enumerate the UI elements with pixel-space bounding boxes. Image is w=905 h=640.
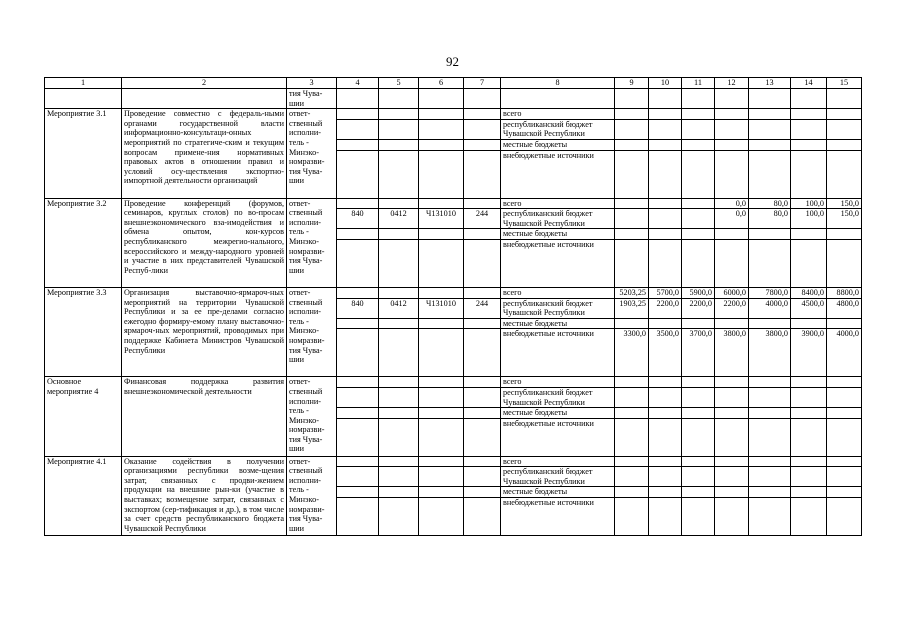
- budget-code: [337, 139, 379, 150]
- page-number: 92: [446, 54, 459, 69]
- table-cell: [827, 89, 862, 109]
- funding-value: [715, 377, 749, 388]
- funding-value: 3300,0: [615, 329, 649, 377]
- budget-code: [337, 150, 379, 198]
- budget-code: [464, 387, 501, 407]
- funding-value: [827, 229, 862, 240]
- event-source-row: [45, 109, 862, 120]
- event-responsible: ответ- ственный исполни- тель - Минэко- номразви- тия Чува- шии: [287, 198, 337, 287]
- budget-code: [464, 467, 501, 487]
- funding-value: [649, 119, 682, 139]
- column-number: 15: [827, 78, 862, 89]
- budget-code: [464, 139, 501, 150]
- table-cell: [122, 89, 287, 109]
- event-responsible: ответ- ственный исполни- тель - Минэко- номразви- тия Чува- шии: [287, 287, 337, 376]
- budget-code: [464, 418, 501, 456]
- event-description: Организация выставочно-ярмароч-ных мероприятий на территории Чувашской Республики и за ее пре-делами согласно ежегодно формиру-емому плану выставочно-ярмароч-ных мероприятий, проводимых при поддержке Кабинета Министров Чувашской Республики: [122, 287, 287, 376]
- funding-value: 100,0: [791, 198, 827, 209]
- funding-value: [827, 239, 862, 287]
- table-cell: [615, 89, 649, 109]
- event-description: Проведение конференций (форумов, семинаров, круглых столов) по во-просам внешнеэкономического вза-имодействия и обмена опытом, кон-курсов республиканского межрегио-нального, всероссийского и между-народного уровней и участие в них представителей Чувашской Респуб-лики: [122, 198, 287, 287]
- responsible-continuation: тия Чува- шии: [287, 89, 337, 109]
- table-cell: [464, 89, 501, 109]
- event-name: Основное мероприятие 4: [45, 377, 122, 456]
- budget-code: [379, 150, 419, 198]
- budget-code: [379, 287, 419, 298]
- funding-value: [827, 109, 862, 120]
- funding-source: всего: [501, 198, 615, 209]
- funding-value: [715, 119, 749, 139]
- budget-code: [419, 119, 464, 139]
- funding-value: [715, 109, 749, 120]
- column-number: 1: [45, 78, 122, 89]
- funding-value: [715, 318, 749, 329]
- funding-source: всего: [501, 456, 615, 467]
- event-name: Мероприятие 4.1: [45, 456, 122, 535]
- event-description: Оказание содействия в получении организациями республики возме-щения затрат, связанных с продви-жением продукции на внешние рын-ки (участие в выставках; возмещение затрат, связанных с экспортом (сер-тификация и др.), в том числе за счет средств республиканского бюджета Чувашской Республики: [122, 456, 287, 535]
- funding-value: [682, 318, 715, 329]
- funding-source: республиканский бюджет Чувашской Республики: [501, 209, 615, 229]
- funding-value: [715, 408, 749, 419]
- budget-code: [337, 239, 379, 287]
- program-events-table: [44, 77, 862, 536]
- funding-value: [615, 377, 649, 388]
- funding-value: [749, 498, 791, 536]
- funding-value: [649, 498, 682, 536]
- funding-value: 150,0: [827, 209, 862, 229]
- budget-code: Ч131010: [419, 298, 464, 318]
- funding-value: [682, 150, 715, 198]
- budget-code: Ч131010: [419, 209, 464, 229]
- funding-source: местные бюджеты: [501, 487, 615, 498]
- funding-value: 5900,0: [682, 287, 715, 298]
- budget-code: [337, 287, 379, 298]
- funding-value: [791, 387, 827, 407]
- funding-value: 3800,0: [715, 329, 749, 377]
- budget-code: [419, 456, 464, 467]
- funding-value: 6000,0: [715, 287, 749, 298]
- funding-value: 4000,0: [749, 298, 791, 318]
- funding-value: [682, 119, 715, 139]
- funding-value: [715, 487, 749, 498]
- budget-code: [379, 119, 419, 139]
- budget-code: [379, 408, 419, 419]
- event-responsible: ответ- ственный исполни- тель - Минэко- номразви- тия Чува- шии: [287, 377, 337, 456]
- funding-value: [791, 498, 827, 536]
- funding-value: [682, 387, 715, 407]
- funding-source: внебюджетные источники: [501, 239, 615, 287]
- budget-code: [464, 119, 501, 139]
- budget-code: 244: [464, 209, 501, 229]
- funding-source: местные бюджеты: [501, 318, 615, 329]
- funding-value: [749, 387, 791, 407]
- funding-value: [615, 119, 649, 139]
- budget-code: [419, 329, 464, 377]
- budget-code: [337, 467, 379, 487]
- budget-code: [419, 198, 464, 209]
- funding-source: внебюджетные источники: [501, 418, 615, 456]
- budget-code: [464, 456, 501, 467]
- budget-code: [464, 198, 501, 209]
- funding-value: [749, 239, 791, 287]
- funding-value: [749, 487, 791, 498]
- budget-code: [379, 329, 419, 377]
- budget-code: [337, 229, 379, 240]
- funding-value: 8800,0: [827, 287, 862, 298]
- budget-code: [419, 139, 464, 150]
- funding-value: [749, 139, 791, 150]
- funding-value: [682, 498, 715, 536]
- funding-value: [649, 487, 682, 498]
- funding-value: [649, 239, 682, 287]
- budget-code: [464, 239, 501, 287]
- funding-value: [715, 456, 749, 467]
- funding-value: [682, 467, 715, 487]
- column-number: 8: [501, 78, 615, 89]
- budget-code: [337, 318, 379, 329]
- budget-code: 0412: [379, 209, 419, 229]
- budget-code: [464, 109, 501, 120]
- funding-value: [791, 139, 827, 150]
- funding-source: внебюджетные источники: [501, 498, 615, 536]
- column-number: 14: [791, 78, 827, 89]
- budget-code: [379, 109, 419, 120]
- budget-code: [379, 456, 419, 467]
- table-cell: [715, 89, 749, 109]
- funding-value: [791, 408, 827, 419]
- funding-value: [649, 229, 682, 240]
- funding-value: 0,0: [715, 198, 749, 209]
- funding-value: [749, 456, 791, 467]
- table-cell: [45, 89, 122, 109]
- funding-source: местные бюджеты: [501, 139, 615, 150]
- table-cell: [791, 89, 827, 109]
- funding-value: 5203,25: [615, 287, 649, 298]
- budget-code: [464, 318, 501, 329]
- budget-code: [379, 139, 419, 150]
- funding-value: 80,0: [749, 209, 791, 229]
- budget-code: [419, 150, 464, 198]
- column-number: 9: [615, 78, 649, 89]
- budget-code: [419, 377, 464, 388]
- column-number: 2: [122, 78, 287, 89]
- table-cell: [749, 89, 791, 109]
- budget-code: 244: [464, 298, 501, 318]
- funding-value: [749, 109, 791, 120]
- funding-value: [749, 467, 791, 487]
- funding-value: [791, 109, 827, 120]
- funding-value: [827, 150, 862, 198]
- column-number: 3: [287, 78, 337, 89]
- column-number: 6: [419, 78, 464, 89]
- funding-value: [749, 408, 791, 419]
- funding-value: [715, 467, 749, 487]
- funding-value: [682, 229, 715, 240]
- budget-code: [464, 487, 501, 498]
- budget-code: [337, 329, 379, 377]
- funding-source: республиканский бюджет Чувашской Республики: [501, 298, 615, 318]
- funding-value: [682, 487, 715, 498]
- budget-code: [337, 487, 379, 498]
- funding-value: [715, 498, 749, 536]
- funding-value: [682, 408, 715, 419]
- budget-code: [379, 387, 419, 407]
- event-description: Проведение совместно с федераль-ными органами государственной власти информационно-консультаци-онных мероприятий по стратегиче-ским и текущим вопросам примене-ния нормативных правовых актов в отношении правил и условий осу-ществления экспортно-импортной деятельности организаций: [122, 109, 287, 198]
- budget-code: [379, 229, 419, 240]
- budget-code: [337, 387, 379, 407]
- table-cell: [419, 89, 464, 109]
- budget-code: [337, 198, 379, 209]
- table-cell: [379, 89, 419, 109]
- budget-code: [464, 329, 501, 377]
- budget-code: [337, 408, 379, 419]
- funding-value: [649, 198, 682, 209]
- budget-code: [379, 198, 419, 209]
- budget-code: [379, 418, 419, 456]
- funding-value: [649, 209, 682, 229]
- funding-value: [649, 387, 682, 407]
- funding-source: внебюджетные источники: [501, 150, 615, 198]
- funding-value: 2200,0: [715, 298, 749, 318]
- funding-value: [615, 408, 649, 419]
- funding-value: [749, 377, 791, 388]
- budget-code: [419, 287, 464, 298]
- budget-code: 840: [337, 298, 379, 318]
- budget-code: [464, 150, 501, 198]
- budget-code: [337, 119, 379, 139]
- funding-value: [649, 456, 682, 467]
- funding-value: 100,0: [791, 209, 827, 229]
- event-responsible: ответ- ственный исполни- тель - Минэко- номразви- тия Чува- шии: [287, 456, 337, 535]
- funding-value: 8400,0: [791, 287, 827, 298]
- funding-value: [827, 498, 862, 536]
- column-number: 13: [749, 78, 791, 89]
- funding-value: 7800,0: [749, 287, 791, 298]
- funding-value: [615, 239, 649, 287]
- funding-value: 3900,0: [791, 329, 827, 377]
- budget-code: [419, 418, 464, 456]
- funding-value: [649, 150, 682, 198]
- event-description: Финансовая поддержка развития внешнеэкономической деятельности: [122, 377, 287, 456]
- funding-value: [749, 318, 791, 329]
- funding-value: [791, 487, 827, 498]
- funding-source: местные бюджеты: [501, 229, 615, 240]
- funding-value: 5700,0: [649, 287, 682, 298]
- funding-value: [791, 467, 827, 487]
- event-source-row: [45, 456, 862, 467]
- funding-value: [649, 418, 682, 456]
- column-number: 12: [715, 78, 749, 89]
- budget-code: [337, 377, 379, 388]
- funding-source: внебюджетные источники: [501, 329, 615, 377]
- column-number: 7: [464, 78, 501, 89]
- event-source-row: [45, 287, 862, 298]
- continuation-row: [45, 89, 862, 109]
- budget-code: 840: [337, 209, 379, 229]
- table-cell: [682, 89, 715, 109]
- funding-value: [791, 150, 827, 198]
- funding-value: [827, 418, 862, 456]
- funding-value: [715, 150, 749, 198]
- funding-value: 2200,0: [682, 298, 715, 318]
- funding-value: [791, 119, 827, 139]
- table-cell: [501, 89, 615, 109]
- column-number: 10: [649, 78, 682, 89]
- funding-source: республиканский бюджет Чувашской Республики: [501, 119, 615, 139]
- funding-value: [682, 418, 715, 456]
- funding-value: [682, 209, 715, 229]
- funding-value: 150,0: [827, 198, 862, 209]
- funding-value: [827, 408, 862, 419]
- funding-value: [615, 198, 649, 209]
- column-number: 4: [337, 78, 379, 89]
- funding-value: [615, 209, 649, 229]
- funding-source: республиканский бюджет Чувашской Республики: [501, 387, 615, 407]
- funding-value: [749, 418, 791, 456]
- event-source-row: [45, 198, 862, 209]
- funding-value: [715, 239, 749, 287]
- budget-code: [419, 387, 464, 407]
- funding-value: 3500,0: [649, 329, 682, 377]
- funding-value: [615, 387, 649, 407]
- event-name: Мероприятие 3.2: [45, 198, 122, 287]
- funding-value: [615, 487, 649, 498]
- funding-value: [791, 318, 827, 329]
- event-name: Мероприятие 3.1: [45, 109, 122, 198]
- budget-code: [379, 498, 419, 536]
- funding-value: [682, 377, 715, 388]
- funding-value: 80,0: [749, 198, 791, 209]
- funding-source: всего: [501, 377, 615, 388]
- funding-value: [715, 139, 749, 150]
- funding-value: [682, 198, 715, 209]
- funding-value: 3800,0: [749, 329, 791, 377]
- funding-value: 1903,25: [615, 298, 649, 318]
- budget-code: [464, 287, 501, 298]
- budget-code: [337, 109, 379, 120]
- funding-value: [715, 418, 749, 456]
- funding-value: 0,0: [715, 209, 749, 229]
- budget-code: [419, 239, 464, 287]
- budget-code: [464, 498, 501, 536]
- funding-source: всего: [501, 109, 615, 120]
- budget-code: [464, 229, 501, 240]
- funding-value: 4800,0: [827, 298, 862, 318]
- funding-source: местные бюджеты: [501, 408, 615, 419]
- budget-code: [419, 229, 464, 240]
- funding-value: [749, 229, 791, 240]
- funding-value: [791, 418, 827, 456]
- budget-code: [419, 318, 464, 329]
- column-number: 11: [682, 78, 715, 89]
- budget-code: 0412: [379, 298, 419, 318]
- funding-value: [682, 109, 715, 120]
- funding-value: [749, 150, 791, 198]
- funding-value: [827, 318, 862, 329]
- budget-code: [379, 377, 419, 388]
- funding-value: [615, 109, 649, 120]
- funding-value: [791, 377, 827, 388]
- budget-code: [379, 467, 419, 487]
- funding-value: [827, 139, 862, 150]
- budget-code: [379, 487, 419, 498]
- funding-value: [649, 139, 682, 150]
- budget-code: [419, 408, 464, 419]
- funding-value: [827, 467, 862, 487]
- funding-value: [682, 139, 715, 150]
- funding-value: [682, 239, 715, 287]
- funding-value: [827, 377, 862, 388]
- funding-value: [827, 387, 862, 407]
- event-responsible: ответ- ственный исполни- тель - Минэко- номразви- тия Чува- шии: [287, 109, 337, 198]
- funding-value: 3700,0: [682, 329, 715, 377]
- budget-code: [379, 318, 419, 329]
- budget-code: [337, 456, 379, 467]
- funding-value: [827, 119, 862, 139]
- budget-code: [337, 498, 379, 536]
- funding-value: [649, 467, 682, 487]
- funding-value: [715, 229, 749, 240]
- budget-code: [464, 377, 501, 388]
- budget-code: [379, 239, 419, 287]
- funding-value: [615, 229, 649, 240]
- funding-value: [615, 418, 649, 456]
- event-name: Мероприятие 3.3: [45, 287, 122, 376]
- funding-value: [615, 318, 649, 329]
- budget-code: [419, 109, 464, 120]
- funding-value: [791, 239, 827, 287]
- table-cell: [337, 89, 379, 109]
- funding-value: [682, 456, 715, 467]
- header-row: [45, 78, 862, 89]
- funding-source: всего: [501, 287, 615, 298]
- funding-value: 2200,0: [649, 298, 682, 318]
- funding-value: [649, 109, 682, 120]
- funding-value: [649, 318, 682, 329]
- funding-value: 4500,0: [791, 298, 827, 318]
- funding-value: [749, 119, 791, 139]
- funding-value: [791, 456, 827, 467]
- event-source-row: [45, 377, 862, 388]
- budget-code: [464, 408, 501, 419]
- funding-value: [649, 408, 682, 419]
- funding-value: [791, 229, 827, 240]
- funding-source: республиканский бюджет Чувашской Республики: [501, 467, 615, 487]
- budget-code: [419, 467, 464, 487]
- funding-value: [615, 467, 649, 487]
- funding-value: [715, 387, 749, 407]
- funding-value: [615, 150, 649, 198]
- budget-code: [419, 487, 464, 498]
- budget-code: [337, 418, 379, 456]
- funding-value: 4000,0: [827, 329, 862, 377]
- funding-value: [615, 498, 649, 536]
- funding-value: [615, 456, 649, 467]
- budget-code: [419, 498, 464, 536]
- column-number: 5: [379, 78, 419, 89]
- funding-value: [827, 487, 862, 498]
- funding-value: [649, 377, 682, 388]
- funding-value: [615, 139, 649, 150]
- table-cell: [649, 89, 682, 109]
- funding-value: [827, 456, 862, 467]
